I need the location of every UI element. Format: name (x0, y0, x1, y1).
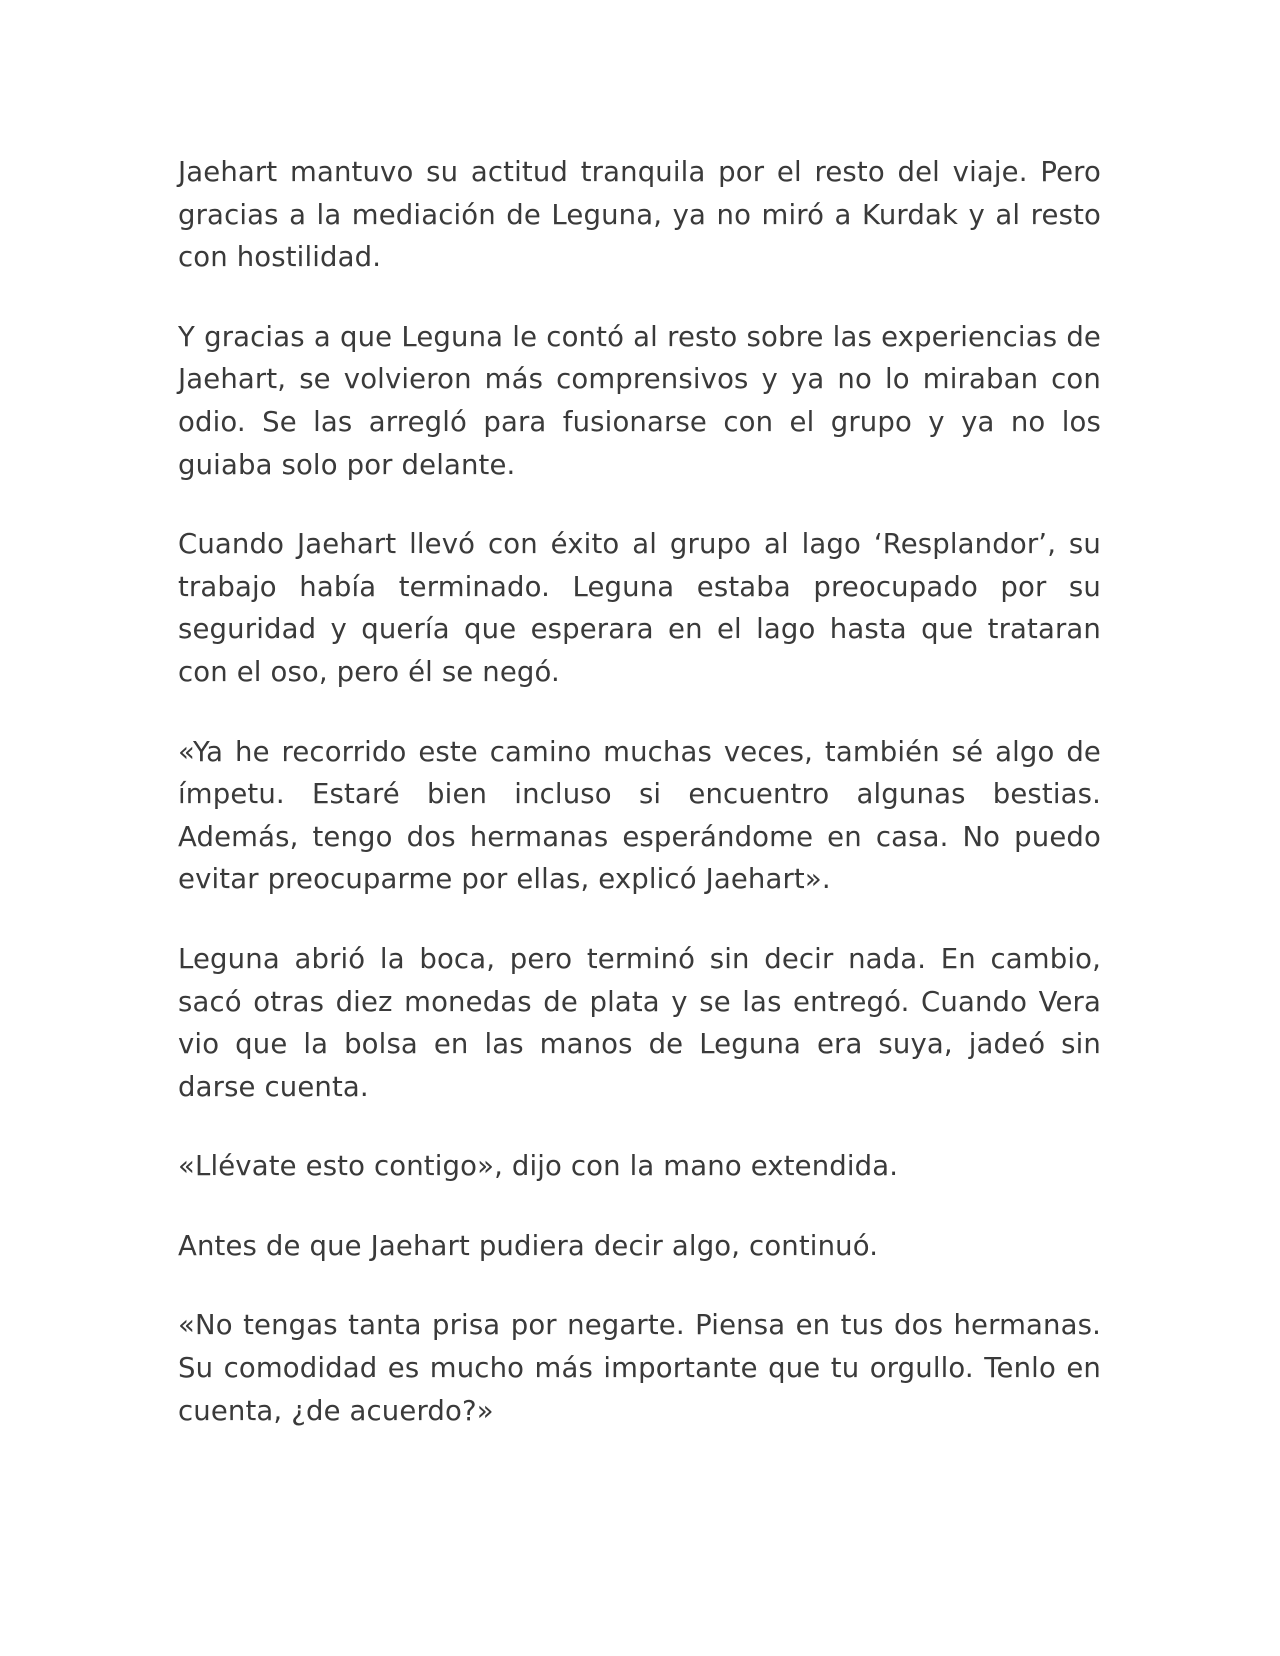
paragraph-1: Jaehart mantuvo su actitud tranquila por el resto del viaje. Pero gracias a la mediación de Leguna, ya no miró a Kurdak y al resto con hostilidad. (178, 156, 1101, 274)
paragraph-6: «Llévate esto contigo», dijo con la mano extendida. (178, 1150, 899, 1183)
paragraph-7: Antes de que Jaehart pudiera decir algo, continuó. (178, 1229, 879, 1262)
paragraph-2: Y gracias a que Leguna le contó al resto sobre las experiencias de Jaehart, se volvieron más comprensivos y ya no lo miraban con odio. Se las arregló para fusionarse con el grupo y ya no los guiaba solo por delante. (178, 320, 1101, 481)
document-body (178, 151, 1101, 1469)
paragraph-4: «Ya he recorrido este camino muchas veces, también sé algo de ímpetu. Estaré bien incluso si encuentro algunas bestias. Además, tengo dos hermanas esperándome en casa. No puedo evitar preocuparme por ellas, explicó Jaehart». (178, 735, 1101, 896)
paragraph-5: Leguna abrió la boca, pero terminó sin decir nada. En cambio, sacó otras diez monedas de plata y se las entregó. Cuando Vera vio que la bolsa en las manos de Leguna era suya, jadeó sin darse cuenta. (178, 942, 1101, 1103)
paragraph-8: «No tengas tanta prisa por negarte. Piensa en tus dos hermanas. Su comodidad es mucho más importante que tu orgullo. Tenlo en cuenta, ¿de acuerdo?» (178, 1309, 1101, 1427)
paragraph-3: Cuando Jaehart llevó con éxito al grupo al lago ‘Resplandor’, su trabajo había terminado. Leguna estaba preocupado por su seguridad y quería que esperara en el lago hasta que trataran con el oso, pero él se negó. (178, 528, 1101, 688)
